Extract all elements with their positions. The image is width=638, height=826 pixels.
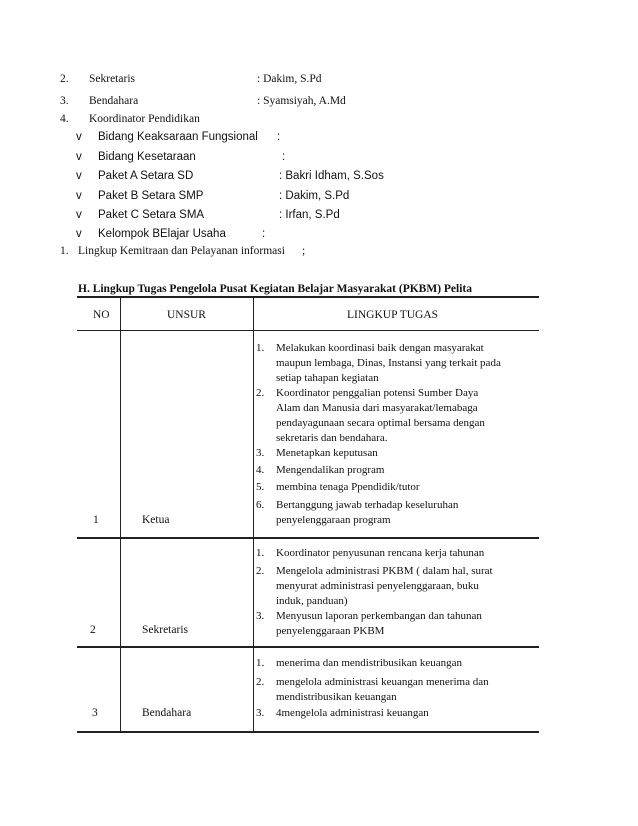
role-value: : — [277, 131, 281, 143]
bullet: v — [76, 151, 82, 163]
row-unsur: Ketua — [142, 514, 170, 526]
table-header-divider — [77, 330, 539, 331]
table-row-divider — [77, 646, 539, 648]
task-number: 1. — [256, 657, 265, 669]
row-number: 3 — [92, 707, 98, 719]
list-number: 4. — [60, 113, 69, 125]
table-column-divider — [120, 297, 121, 732]
bullet: v — [76, 228, 82, 240]
task-line: mendistribusikan keuangan — [276, 691, 397, 703]
task-line: 4mengelola administrasi keuangan — [276, 707, 429, 719]
role-value: ; — [302, 245, 306, 257]
section-title: H. Lingkup Tugas Pengelola Pusat Kegiatan Belajar Masyarakat (PKBM) Pelita — [78, 283, 472, 295]
task-line: Koordinator penggalian potensi Sumber Daya — [276, 387, 479, 399]
task-line: Koordinator penyusunan rencana kerja tahunan — [276, 547, 485, 559]
task-line: Melakukan koordinasi baik dengan masyarakat — [276, 342, 484, 354]
list-number: 1. — [60, 245, 69, 257]
task-number: 1. — [256, 342, 265, 354]
task-line: Mengelola administrasi PKBM ( dalam hal, surat — [276, 565, 493, 577]
task-line: penyelenggaraan program — [276, 514, 391, 526]
role-label: Koordinator Pendidikan — [89, 113, 200, 125]
role-value: : Syamsiyah, A.Md — [257, 95, 346, 107]
role-label: Bidang Kesetaraan — [98, 151, 196, 163]
role-label: Paket B Setara SMP — [98, 190, 204, 202]
role-value: : Dakim, S.Pd — [257, 73, 322, 85]
task-line: membina tenaga Ppendidik/tutor — [276, 481, 420, 493]
task-number: 3. — [256, 610, 265, 622]
list-number: 2. — [60, 73, 69, 85]
task-line: maupun lembaga, Dinas, Instansi yang terkait pada — [276, 357, 501, 369]
task-line: sekretaris dan bendahara. — [276, 432, 388, 444]
task-line: menerima dan mendistribusikan keuangan — [276, 657, 463, 669]
task-number: 2. — [256, 676, 265, 688]
role-label: Paket C Setara SMA — [98, 209, 205, 221]
bullet: v — [76, 209, 82, 221]
task-line: Mengendalikan program — [276, 464, 385, 476]
table-column-divider — [253, 297, 254, 732]
role-value: : — [262, 228, 266, 240]
role-value: : Dakim, S.Pd — [279, 190, 350, 202]
table-bottom-border — [77, 731, 539, 733]
bullet: v — [76, 190, 82, 202]
role-label: Kelompok BElajar Usaha — [98, 228, 226, 240]
row-unsur: Sekretaris — [142, 624, 188, 636]
header-no: NO — [93, 309, 110, 321]
task-number: 2. — [256, 565, 265, 577]
task-number: 4. — [256, 464, 265, 476]
role-value: : — [282, 151, 286, 163]
task-line: Bertanggung jawab terhadap keseluruhan — [276, 499, 459, 511]
table-row-divider — [77, 537, 539, 539]
task-line: Menetapkan keputusan — [276, 447, 378, 459]
role-label: Bidang Keaksaraan Fungsional — [98, 131, 258, 143]
task-line: Menyusun laporan perkembangan dan tahunan — [276, 610, 482, 622]
task-number: 3. — [256, 447, 265, 459]
task-line: Alam dan Manusia dari masyarakat/lemabaga — [276, 402, 478, 414]
bullet: v — [76, 170, 82, 182]
task-line: induk, panduan) — [276, 595, 348, 607]
row-unsur: Bendahara — [142, 707, 192, 719]
table-top-border — [77, 296, 539, 298]
role-label: Sekretaris — [89, 73, 135, 85]
role-label: Paket A Setara SD — [98, 170, 194, 182]
role-value: : Irfan, S.Pd — [279, 209, 340, 221]
role-value: : Bakri Idham, S.Sos — [279, 170, 384, 182]
task-line: pendayagunaan secara optimal bersama dengan — [276, 417, 485, 429]
task-line: penyelenggaraan PKBM — [276, 625, 385, 637]
task-number: 2. — [256, 387, 265, 399]
task-line: mengelola administrasi keuangan menerima dan — [276, 676, 489, 688]
role-label: Bendahara — [89, 95, 139, 107]
task-number: 6. — [256, 499, 265, 511]
list-number: 3. — [60, 95, 69, 107]
row-number: 1 — [93, 514, 99, 526]
task-line: setiap tahapan kegiatan — [276, 372, 379, 384]
task-number: 5. — [256, 481, 265, 493]
task-number: 1. — [256, 547, 265, 559]
task-line: menyurat administrasi penyelenggaraan, buku — [276, 580, 479, 592]
bullet: v — [76, 131, 82, 143]
role-label: Lingkup Kemitraan dan Pelayanan informasi — [78, 245, 285, 257]
header-lingkup-tugas: LINGKUP TUGAS — [347, 309, 439, 321]
header-unsur: UNSUR — [167, 309, 206, 321]
row-number: 2 — [90, 624, 96, 636]
task-number: 3. — [256, 707, 265, 719]
